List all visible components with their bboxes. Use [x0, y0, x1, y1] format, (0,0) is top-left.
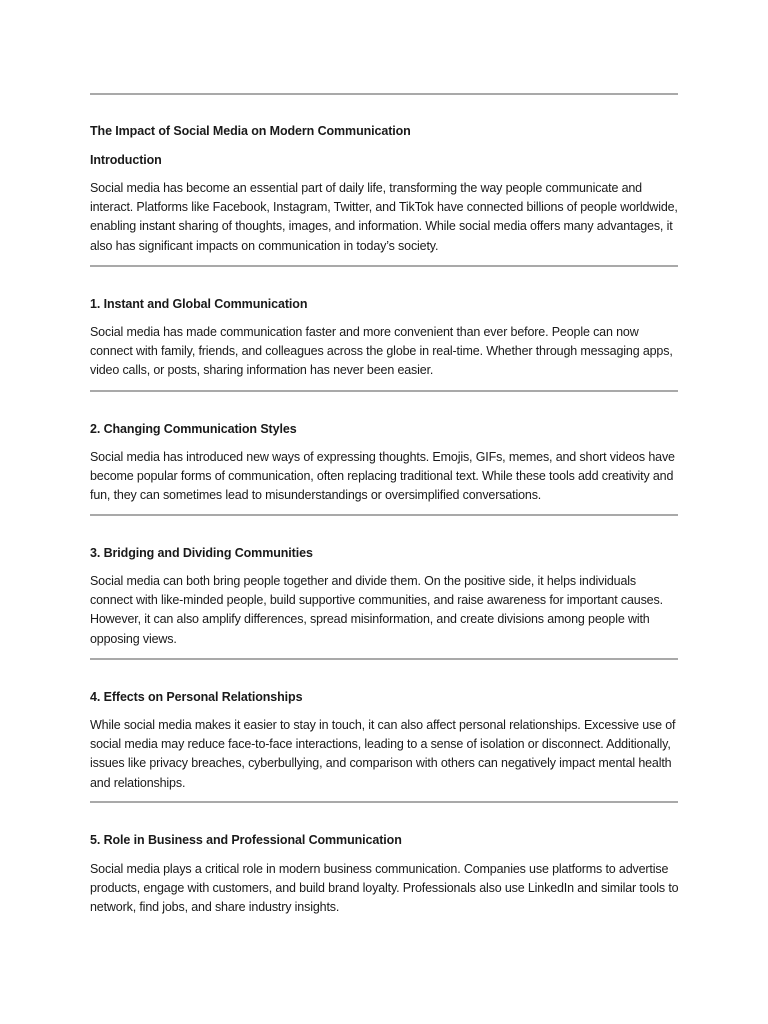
intro-paragraph: Social media has become an essential part of daily life, transforming the way people communicate and interact. Platforms like Facebook, Instagram, Twitter, and TikTok have connected billions of people worldwide, enabling instant sharing of thoughts, images, and information. While social media offers many advantages, it also has significant impacts on communication in today’s society.: [90, 181, 678, 253]
horizontal-rule: [90, 514, 678, 516]
section-paragraph: Social media can both bring people together and divide them. On the positive side, it helps individuals connect with like-minded people, build supportive communities, and raise awareness for important causes. However, it can also amplify differences, spread misinformation, and create divisions among people with opposing views.: [90, 574, 663, 646]
section-heading: 4. Effects on Personal Relationships: [90, 690, 303, 704]
section-heading: 3. Bridging and Dividing Communities: [90, 546, 313, 560]
section-paragraph: While social media makes it easier to stay in touch, it can also affect personal relationships. Excessive use of social media may reduce face-to-face interactions, leading to a sense of isolation or disconnect. Additionally, issues like privacy breaches, cyberbullying, and comparison with others can negatively impact mental health and relationships.: [90, 718, 676, 790]
horizontal-rule: [90, 658, 678, 660]
horizontal-rule: [90, 93, 678, 95]
intro-heading: Introduction: [90, 153, 162, 167]
document-title: The Impact of Social Media on Modern Communication: [90, 124, 411, 138]
section-paragraph: Social media plays a critical role in modern business communication. Companies use platforms to advertise products, engage with customers, and build brand loyalty. Professionals also use LinkedIn and similar tools to network, find jobs, and share industry insights.: [90, 862, 679, 915]
section-heading: 2. Changing Communication Styles: [90, 422, 297, 436]
section-heading: 1. Instant and Global Communication: [90, 297, 308, 311]
section-paragraph: Social media has introduced new ways of expressing thoughts. Emojis, GIFs, memes, and short videos have become popular forms of communication, often replacing traditional text. While these tools add creativity and fun, they can sometimes lead to misunderstandings or oversimplified conversations.: [90, 450, 675, 503]
horizontal-rule: [90, 265, 678, 267]
horizontal-rule: [90, 801, 678, 803]
horizontal-rule: [90, 390, 678, 392]
section-heading: 5. Role in Business and Professional Communication: [90, 833, 402, 847]
section-paragraph: Social media has made communication faster and more convenient than ever before. People can now connect with family, friends, and colleagues across the globe in real-time. Whether through messaging apps, video calls, or posts, sharing information has never been easier.: [90, 325, 673, 378]
